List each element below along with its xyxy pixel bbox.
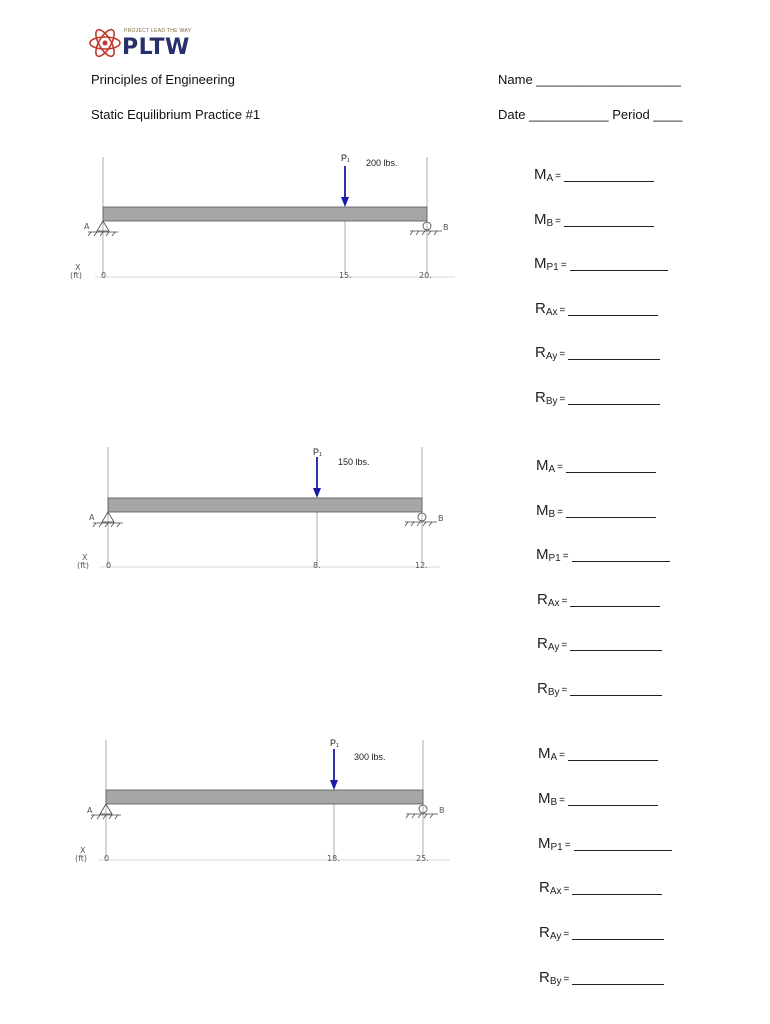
answer-m-p1 (534, 255, 668, 273)
answer-equals: = (559, 393, 566, 405)
answer-subscript: B (548, 508, 556, 520)
axis-unit: (ft) (77, 561, 90, 570)
force-label: P₁ (330, 738, 340, 748)
tick-label: 15. (339, 271, 352, 280)
answer-equals: = (557, 506, 564, 518)
answer-symbol: R (535, 344, 546, 361)
answer-m-a (538, 745, 658, 763)
answer-symbol: R (535, 388, 546, 406)
answer-subscript: Ax (549, 886, 562, 898)
answer-symbol: R (537, 635, 548, 652)
answer-subscript: Ay (549, 931, 562, 943)
answer-subscript: B (546, 217, 554, 229)
answer-equals: = (555, 215, 562, 227)
answer-symbol: R (535, 299, 546, 317)
answer-r-by (537, 680, 662, 698)
answer-subscript: A (546, 173, 554, 184)
axis-label: X (82, 553, 88, 562)
answer-m-b (538, 790, 658, 808)
answer-symbol: R (537, 590, 548, 608)
roller-support-b (423, 222, 431, 230)
answer-r-ax (535, 300, 658, 318)
support-a-label: A (89, 513, 95, 522)
answer-equals: = (561, 595, 568, 607)
answer-line[interactable] (572, 938, 664, 940)
answer-symbol: M (536, 457, 549, 474)
answer-equals: = (563, 974, 570, 985)
force-label: P₁ (341, 153, 351, 163)
tick-label: 12. (415, 561, 428, 570)
answer-r-ay (535, 344, 660, 362)
answer-line[interactable] (570, 649, 662, 651)
logo-text: PLTW (122, 35, 190, 60)
answer-equals: = (561, 640, 568, 651)
axis-label: X (80, 846, 86, 855)
answer-symbol: M (534, 255, 547, 272)
answer-equals: = (564, 839, 571, 851)
logo-tagline: PROJECT LEAD THE WAY (124, 28, 192, 34)
answer-symbol: R (539, 879, 550, 897)
beam (103, 207, 427, 221)
support-b-label: B (438, 514, 444, 523)
answer-equals: = (561, 684, 568, 696)
answer-m-b (534, 211, 654, 229)
axis-label: X (75, 263, 81, 272)
answer-subscript: B (550, 796, 558, 808)
answer-subscript: P1 (550, 841, 563, 853)
tick-label: 0 (106, 561, 112, 570)
name-field: Name ____________________ (498, 72, 681, 87)
beam (108, 498, 422, 512)
axis-unit: (ft) (75, 854, 88, 863)
answer-line[interactable] (572, 893, 662, 895)
roller-support-b (419, 805, 427, 813)
answer-equals: = (559, 349, 566, 360)
answer-equals: = (555, 171, 562, 182)
problem-2-drawing (93, 447, 440, 567)
tick-label: 0 (104, 854, 110, 863)
worksheet-title: Static Equilibrium Practice #1 (91, 107, 261, 122)
answer-line[interactable] (570, 269, 668, 271)
date-period-field: Date ___________ Period ____ (498, 107, 683, 122)
answer-m-p1 (536, 546, 670, 564)
force-value: 150 lbs. (338, 457, 370, 467)
force-value: 300 lbs. (354, 752, 386, 762)
beam (106, 790, 423, 804)
answer-equals: = (557, 462, 564, 473)
answer-symbol: M (538, 745, 551, 762)
force-label: P₁ (313, 447, 323, 457)
answer-subscript: P1 (546, 262, 559, 273)
answer-equals: = (563, 884, 570, 896)
answer-subscript: Ay (547, 642, 560, 653)
answer-line[interactable] (566, 516, 656, 518)
force-value: 200 lbs. (366, 158, 398, 168)
answer-subscript: Ax (545, 306, 558, 318)
answer-line[interactable] (564, 225, 654, 227)
answer-line[interactable] (568, 759, 658, 761)
pin-support-a (100, 804, 112, 814)
pin-support-a (102, 512, 114, 522)
answer-r-ay (537, 635, 662, 653)
atom-icon (88, 26, 122, 60)
answer-subscript: P1 (548, 553, 561, 564)
answer-line[interactable] (568, 358, 660, 360)
answer-equals: = (559, 304, 566, 316)
answer-line[interactable] (564, 180, 654, 182)
answer-line[interactable] (574, 849, 672, 851)
answer-subscript: Ay (545, 351, 558, 362)
support-a-label: A (87, 806, 93, 815)
answer-subscript: A (550, 752, 558, 763)
answer-line[interactable] (568, 403, 660, 405)
answer-equals: = (560, 260, 567, 271)
answer-line[interactable] (568, 804, 658, 806)
answer-line[interactable] (572, 983, 664, 985)
answer-line[interactable] (566, 471, 656, 473)
answer-symbol: M (534, 210, 547, 228)
course-title: Principles of Engineering (91, 72, 235, 87)
answer-line[interactable] (568, 314, 658, 316)
tick-label: 8. (313, 561, 321, 570)
answer-m-b (536, 502, 656, 520)
answer-symbol: M (538, 789, 551, 807)
answer-subscript: A (548, 464, 556, 475)
answer-symbol: M (536, 546, 549, 563)
answer-equals: = (562, 551, 569, 562)
support-b-label: B (443, 223, 449, 232)
support-b-label: B (439, 806, 445, 815)
tick-label: 0 (101, 271, 107, 280)
answer-subscript: Ax (547, 597, 560, 609)
answer-m-p1 (538, 835, 672, 853)
support-a-label: A (84, 222, 90, 231)
answer-symbol: M (538, 834, 551, 852)
answer-equals: = (559, 794, 566, 806)
answer-r-ay (539, 924, 664, 942)
answer-subscript: By (545, 395, 558, 407)
answer-line[interactable] (570, 605, 660, 607)
pltw-logo (88, 24, 198, 64)
answer-m-a (534, 166, 654, 184)
problem-1-drawing (88, 157, 455, 277)
answer-subscript: By (549, 976, 562, 987)
answer-m-a (536, 457, 656, 475)
answer-symbol: M (536, 501, 549, 519)
answer-line[interactable] (572, 560, 670, 562)
tick-label: 25. (416, 854, 429, 863)
pin-support-a (97, 221, 109, 231)
axis-unit: (ft) (70, 271, 83, 280)
answer-r-by (535, 389, 660, 407)
answer-symbol: R (537, 679, 548, 697)
answer-symbol: R (539, 924, 550, 942)
tick-label: 20. (419, 271, 432, 280)
answer-r-by (539, 969, 664, 987)
answer-equals: = (563, 929, 570, 941)
roller-support-b (418, 513, 426, 521)
answer-r-ax (537, 591, 660, 609)
answer-r-ax (539, 879, 662, 897)
answer-line[interactable] (570, 694, 662, 696)
answer-symbol: R (539, 969, 550, 986)
answer-equals: = (559, 750, 566, 761)
tick-label: 18. (327, 854, 340, 863)
problem-3-drawing (91, 740, 450, 860)
answer-symbol: M (534, 166, 547, 183)
answer-subscript: By (547, 686, 560, 698)
